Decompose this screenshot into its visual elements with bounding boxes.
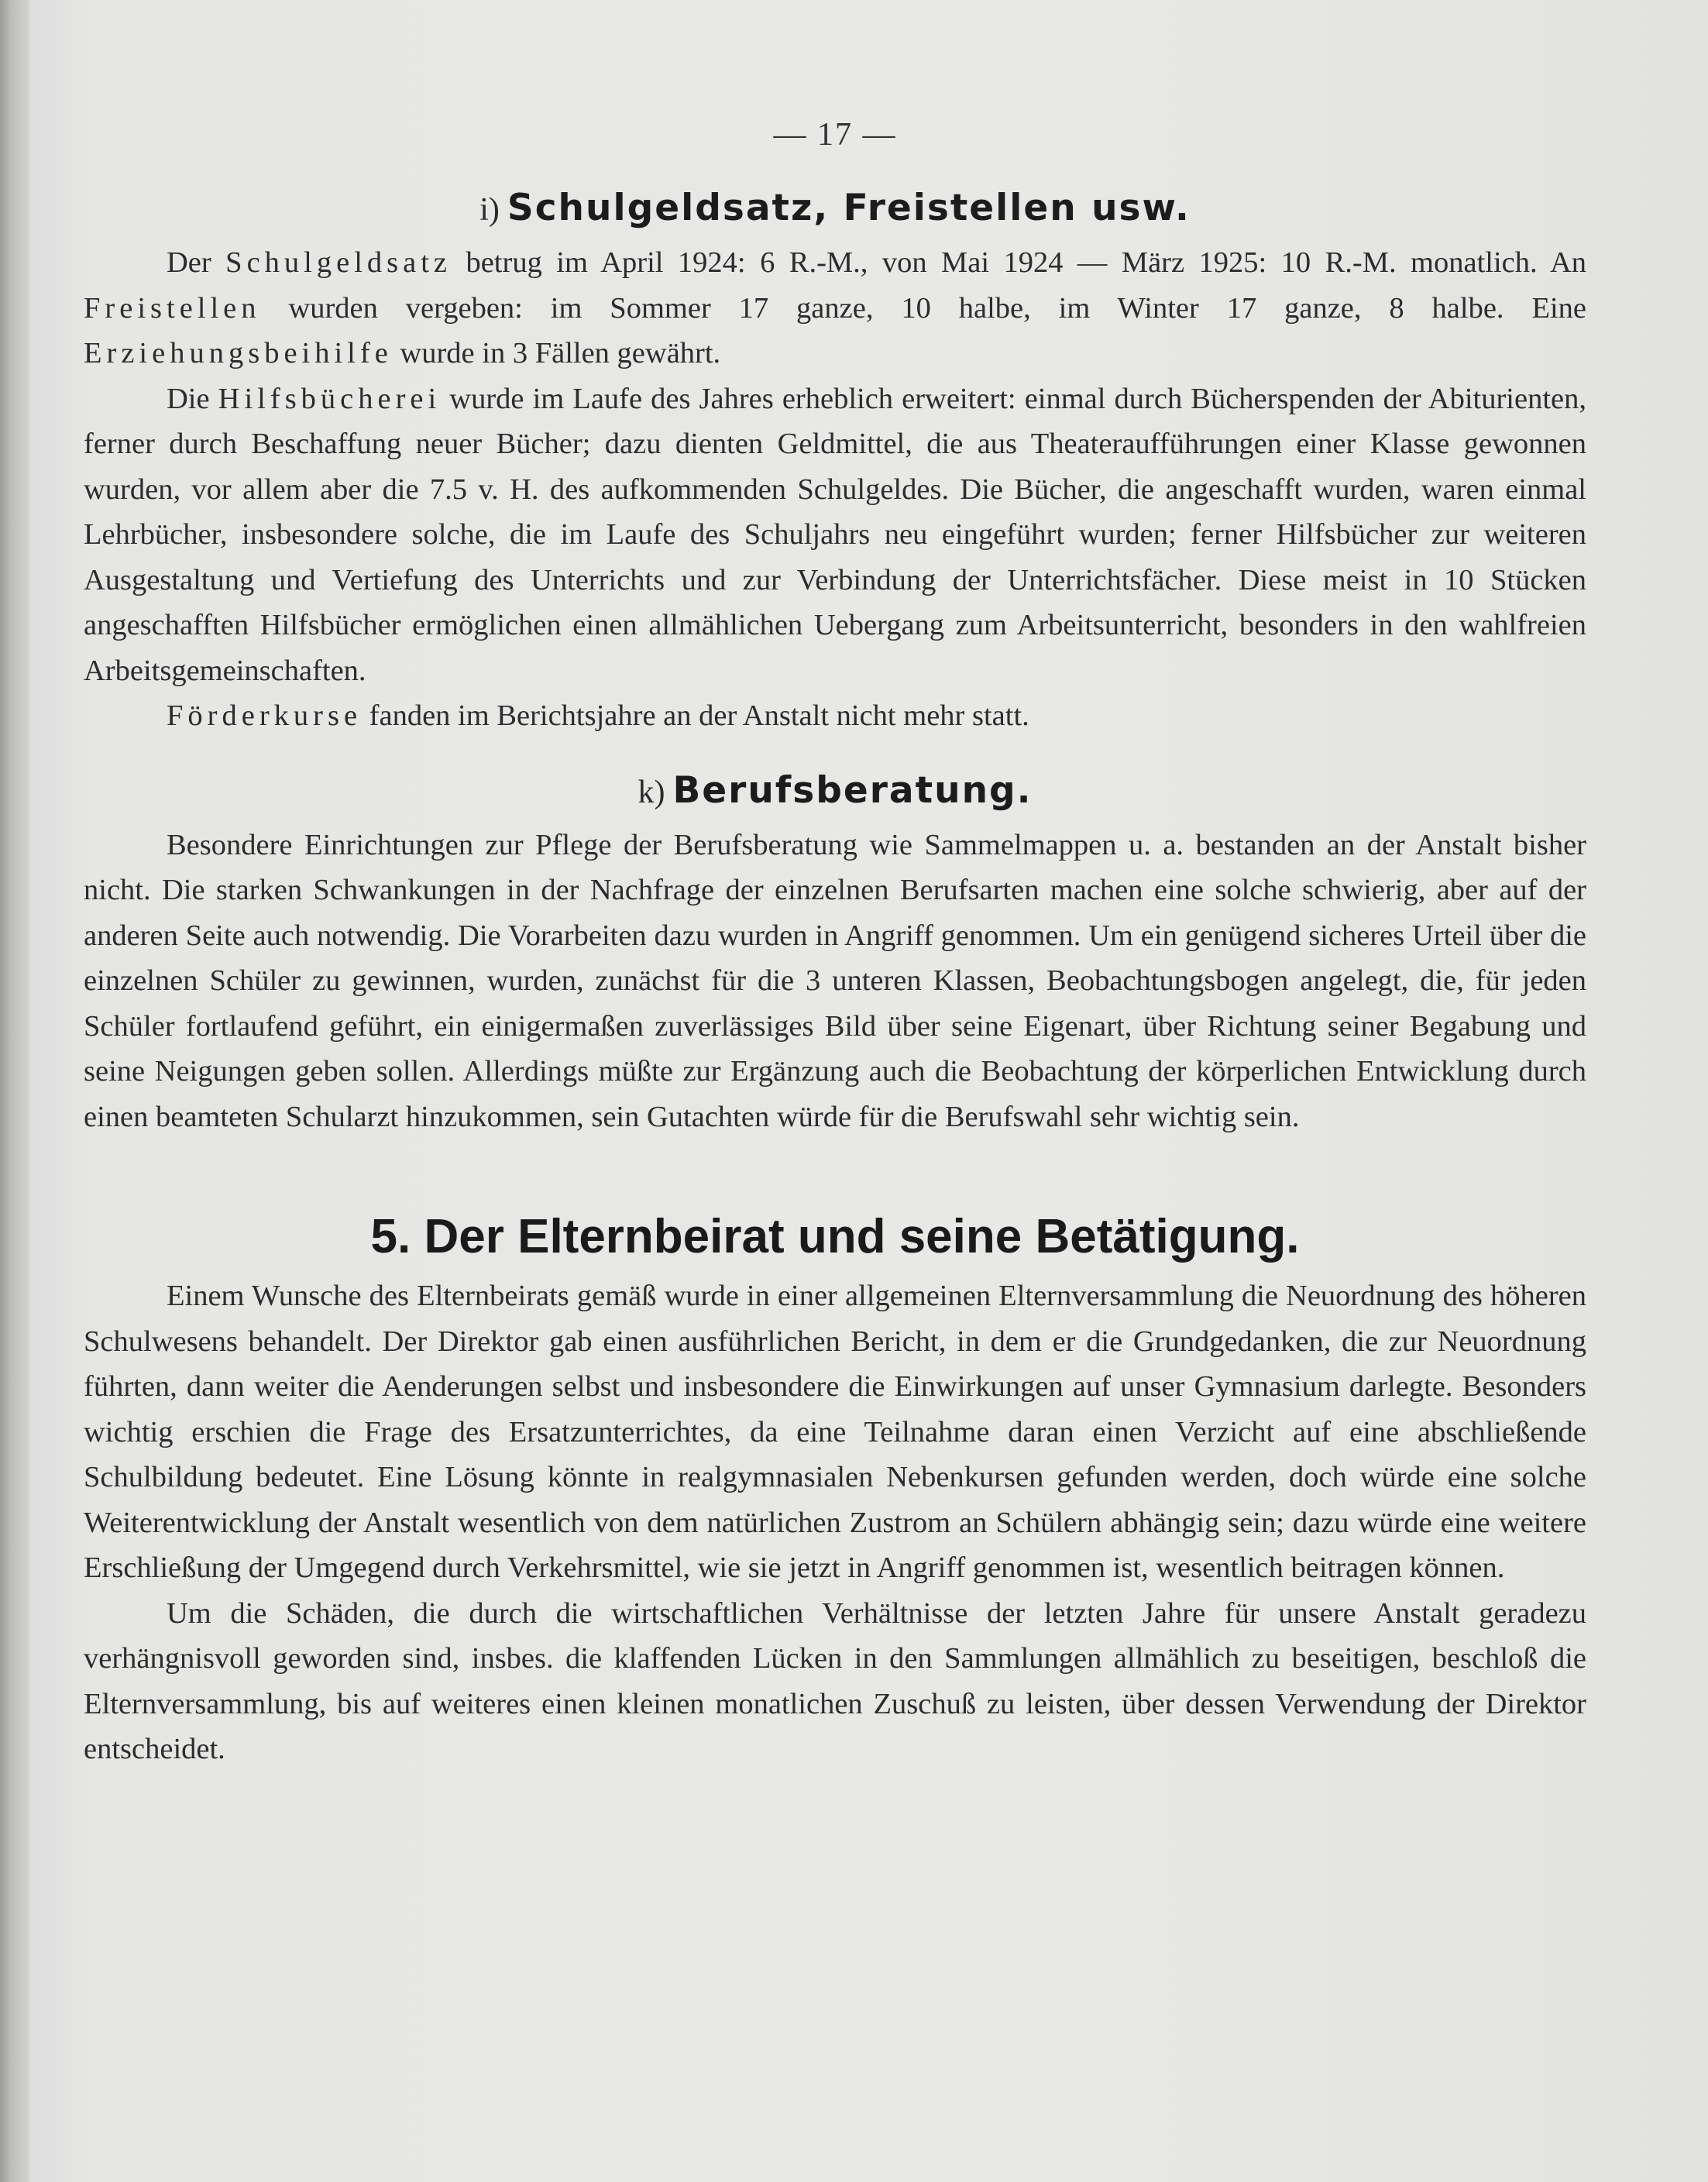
section-5-heading: 5. Der Elternbeirat und seine Betätigung. [370,1210,1300,1264]
section-k-heading [84,770,1586,812]
section-k-title: Berufsberatung. [672,768,1033,812]
section-k-letter: k) [637,774,665,810]
section-i-title: Schulgeldsatz, Freistellen usw. [507,187,1191,229]
page-binding-edge [0,0,29,2182]
text-run: Die [167,382,218,415]
text-run: wurden vergeben: im Sommer 17 ganze, 10 halbe, im Winter 17 ganze, 8 halbe. Eine [260,291,1586,325]
text-run: fanden im Berichtsjahre an der Anstalt nicht mehr statt. [362,699,1029,733]
paragraph-berufsberatung: Besondere Einrichtungen zur Pflege der Berufsberatung wie Sammelmappen u. a. bestanden an der Anstalt bisher nicht. Die starken Schwankungen in der Nachfrage der einzelnen Berufsarten machen eine solche schwierig, aber auf der anderen Seite auch notwendig. Die Vorarbeiten dazu wurden in Angriff genommen. Um ein genügend sicheres Urteil über die einzelnen Schüler zu gewinnen, wurden, zunächst für die 3 unteren Klassen, Beobachtungsbogen angelegt, die, für jeden Schüler fortlaufend geführt, ein einigermaßen zuverlässiges Bild über seine Eigenart, über Richtung seiner Begabung und seine Neigungen geben sollen. Allerdings müßte zur Ergänzung auch die Beobachtung der körperlichen Entwicklung durch einen beamteten Schularzt hinzukommen, sein Gutachten würde für die Berufswahl sehr wichtig sein. [84,828,1586,1133]
text-run: wurde im Laufe des Jahres erheblich erweitert: einmal durch Bücherspenden der Abiturienten, ferner durch Beschaffung neuer Bücher; dazu dienten Geldmittel, die aus Theateraufführungen einer Klasse gewonnen wurden, vor allem aber die 7.5 v. H. des aufkommenden Schulgeldes. Die Bücher, die angeschafft wurden, waren einmal Lehrbücher, insbesondere solche, die im Laufe des Schuljahrs neu eingeführt wurden; ferner Hilfsbücher zur weiteren Ausgestaltung und Vertiefung des Unterrichts und zur Verbindung der Unterrichtsfächer. Diese meist in 10 Stücken angeschafften Hilfsbücher ermöglichen einen allmählichen Uebergang zum Arbeitsunterricht, besonders in den wahlfreien Arbeitsgemeinschaften. [84,382,1586,687]
paragraph-foerderkurse [84,693,1586,739]
section-i-heading [84,187,1586,229]
paragraph-schulgeldsatz [84,240,1586,376]
paragraph-elternversammlung: Einem Wunsche des Elternbeirats gemäß wurde in einer allgemeinen Elternversammlung die Neuordnung des höheren Schulwesens behandelt. Der Direktor gab einen ausführlichen Bericht, in dem er die Grundgedanken, die zur Neuordnung führten, dann weiter die Aenderungen selbst und insbesondere die Einwirkungen auf unser Gymnasium darlegte. Besonders wichtig erschien die Frage des Ersatzunterrichtes, da eine Teilnahme daran einen Verzicht auf eine abschließende Schulbildung bedeutet. Eine Lösung könnte in realgymnasialen Nebenkursen gefunden werden, doch würde eine solche Weiterentwicklung der Anstalt wesentlich von dem natürlichen Zustrom an Schülern abhängig sein; dazu würde eine weitere Erschließung der Umgegend durch Verkehrsmittel, wie sie jetzt in Angriff genommen ist, wesentlich beitragen können. [84,1280,1586,1585]
page-number: — 17 — [773,117,897,153]
text-run: Der [167,246,226,280]
spaced-term-foerderkurse: Förderkurse [167,699,363,733]
section-i-letter: i) [479,192,500,228]
spaced-term-freistellen: Freistellen [84,291,261,325]
text-run: betrug im April 1924: 6 R.-M., von Mai 1924 — März 1925: 10 R.-M. monatlich. An [452,246,1587,280]
spaced-term-hilfsbuecherei: Hilfsbücherei [218,382,442,415]
paragraph-hilfsbuecherei [84,376,1586,694]
text-run: wurde in 3 Fällen gewährt. [392,337,721,370]
page-content [84,116,1586,1772]
spaced-term-erziehungsbeihilfe: Erziehungsbeihilfe [84,337,393,370]
paragraph-zuschuss: Um die Schäden, die durch die wirtschaftlichen Verhältnisse der letzten Jahre für unsere Anstalt geradezu verhängnisvoll geworden sind, insbes. die klaffenden Lücken in den Sammlungen allmählich zu beseitigen, beschloß die Elternversammlung, bis auf weiteres einen kleinen monatlichen Zuschuß zu leisten, über dessen Verwendung der Direktor entscheidet. [84,1596,1586,1766]
spaced-term-schulgeldsatz: Schulgeldsatz [225,246,452,280]
